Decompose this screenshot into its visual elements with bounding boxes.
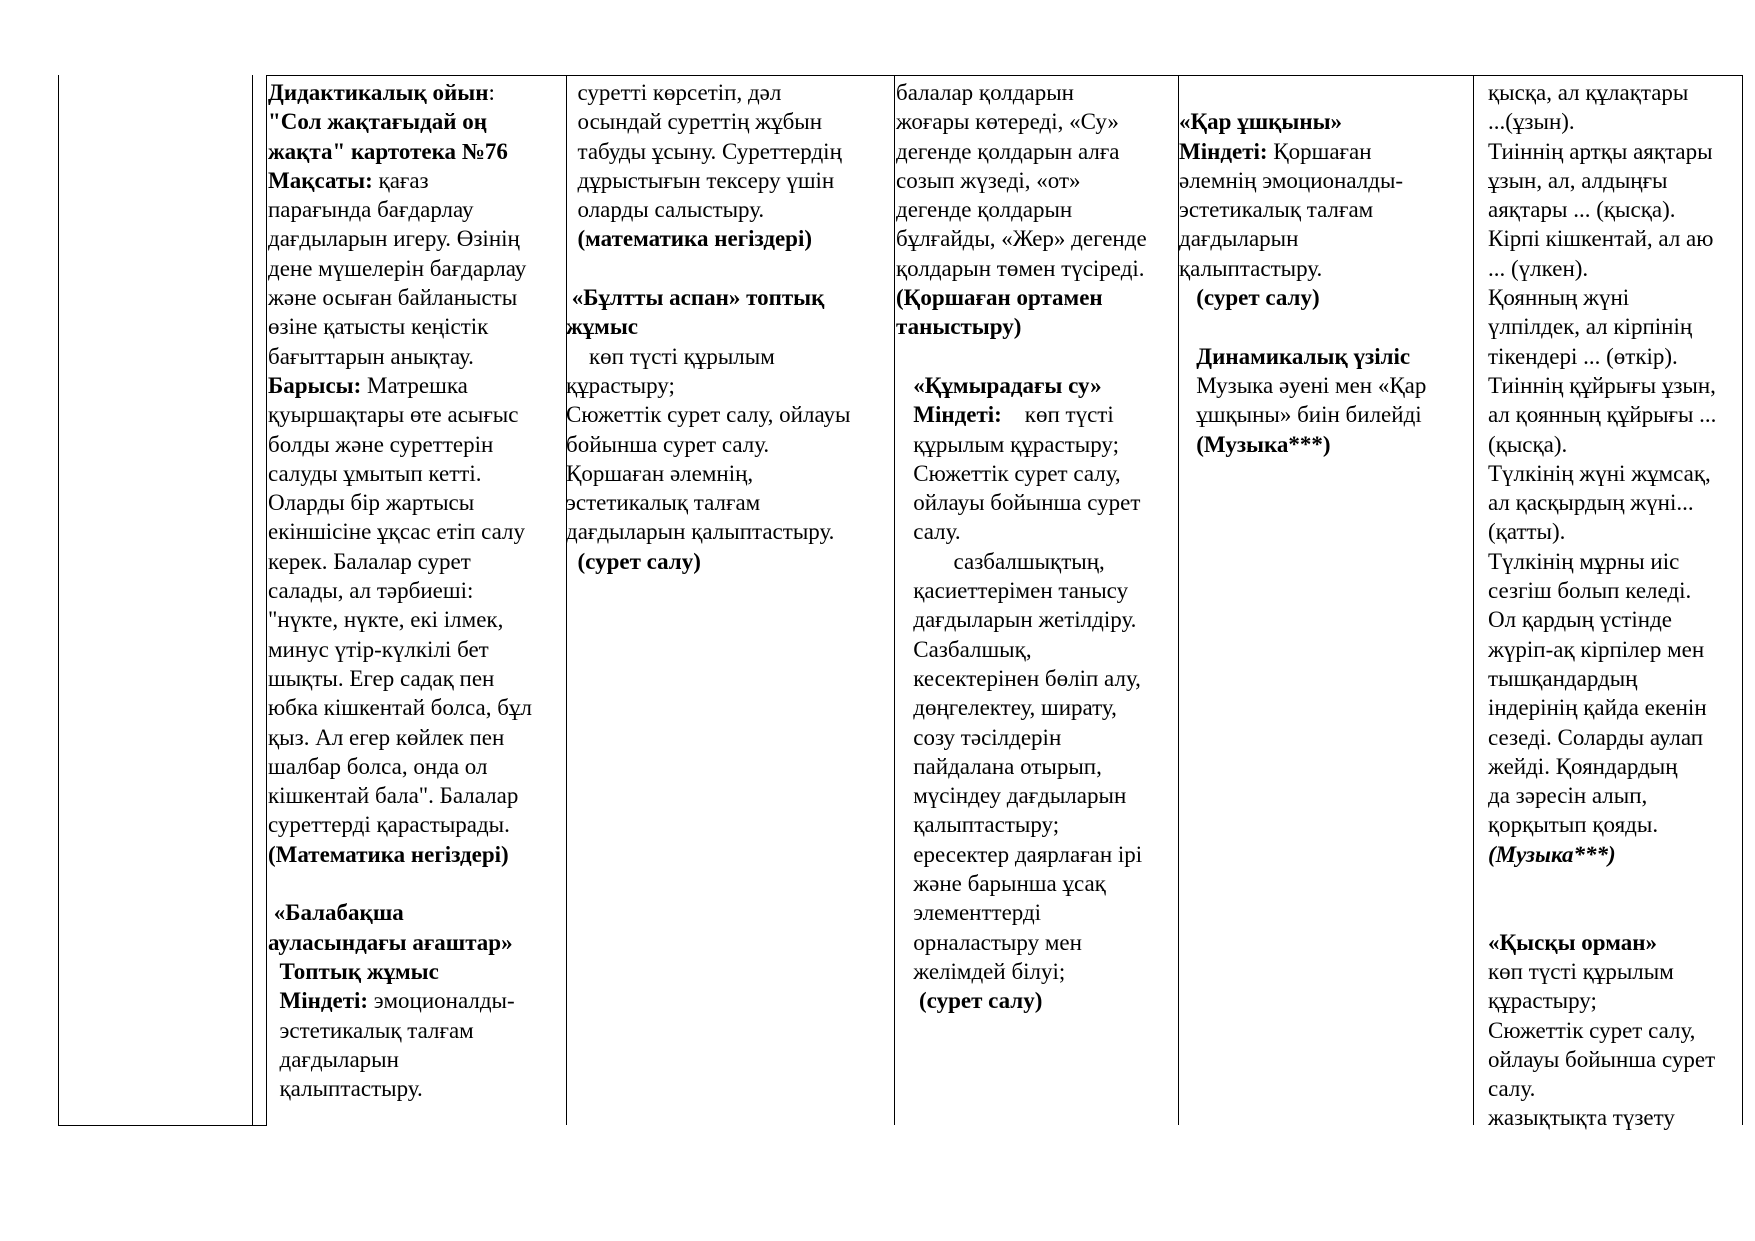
text-run: құрылым құрастыру; [896, 431, 1119, 457]
text-run: Сюжеттік сурет салу, [896, 460, 1121, 486]
text-line [896, 605, 1176, 634]
text-line [1488, 342, 1742, 371]
text-line [268, 1045, 564, 1074]
text-run: (Математика негіздері) [268, 841, 509, 867]
text-run: көп түсті құрылым [1488, 958, 1674, 984]
text-line [1488, 459, 1742, 488]
text-line [1179, 342, 1471, 371]
text-line [566, 195, 892, 224]
text-line [1488, 517, 1742, 546]
text-run: ... (үлкен). [1488, 255, 1589, 281]
text-run: «Құмырадағы су» [896, 372, 1102, 398]
text-run: «Қар ұшқыны» [1179, 109, 1343, 135]
text-run: созу тәсілдерін [896, 724, 1062, 750]
text-run: тышқандардың [1488, 665, 1638, 691]
text-run: дегенде қолдарын [896, 197, 1073, 223]
text-run: кішкентай бала". Балалар [268, 783, 519, 809]
text-line [268, 693, 564, 722]
text-run: қуыршақтары өте асығыс [268, 402, 519, 428]
text-line [1179, 166, 1471, 195]
text-line [896, 547, 1176, 576]
text-line [896, 635, 1176, 664]
text-run: эстетикалық талғам [566, 490, 761, 516]
text-line [1179, 224, 1471, 253]
text-run: ал қоянның құйрығы ... [1488, 402, 1717, 428]
text-line [1179, 283, 1471, 312]
text-run: қорқытып қояды. [1488, 812, 1659, 838]
text-run: Сюжеттік сурет салу, [1488, 1017, 1696, 1043]
text-line [566, 166, 892, 195]
text-run: эмоционалды- [368, 988, 515, 1014]
text-line [896, 869, 1176, 898]
column-group-work [566, 78, 892, 576]
text-run: Динамикалық үзіліс [1179, 343, 1411, 369]
table-border-left [58, 75, 59, 1125]
text-run: эстетикалық талғам [268, 1017, 474, 1043]
text-run: үлпілдек, ал кірпінің [1488, 314, 1693, 340]
text-line [1488, 137, 1742, 166]
text-line [268, 781, 564, 810]
text-run: ...(ұзын). [1488, 109, 1575, 135]
text-line [896, 312, 1176, 341]
text-line [1179, 400, 1471, 429]
text-run: дене мүшелерін бағдарлау [268, 255, 527, 281]
text-run: Міндеті: [1179, 138, 1268, 164]
text-line [268, 635, 564, 664]
text-run: екіншісіне ұқсас етіп салу [268, 519, 525, 545]
text-line [1488, 254, 1742, 283]
text-line [1488, 312, 1742, 341]
text-line [566, 342, 892, 371]
text-run: Қоянның жүні [1488, 285, 1630, 311]
text-line [268, 224, 564, 253]
text-run: ал қасқырдың жүні... [1488, 490, 1694, 516]
text-run: дағдыларын [268, 1046, 399, 1072]
text-line [1488, 488, 1742, 517]
text-run: қалыптастыру. [268, 1076, 423, 1102]
text-line [896, 898, 1176, 927]
text-run: "нүкте, нүкте, екі ілмек, [268, 607, 504, 633]
text-run: Тиіннің құйрығы ұзын, [1488, 372, 1716, 398]
text-run: Түлкінің жүні жұмсақ, [1488, 460, 1711, 486]
text-run: салады, ал тәрбиеші: [268, 578, 474, 604]
text-run: Ол қардың үстінде [1488, 607, 1672, 633]
text-run: қалыптастыру; [896, 812, 1060, 838]
text-line [1488, 635, 1742, 664]
text-line [1179, 78, 1471, 107]
text-run: сазбалшықтың, [896, 548, 1105, 574]
text-line [1488, 869, 1742, 898]
text-line [268, 957, 564, 986]
text-line [896, 840, 1176, 869]
text-run: Қоршаған әлемнің, [566, 460, 754, 486]
text-run: және барынша ұсақ [896, 871, 1106, 897]
text-line [566, 488, 892, 517]
text-run: керек. Балалар сурет [268, 548, 471, 574]
text-line [896, 371, 1176, 400]
text-run: Дидактикалық ойын [268, 80, 489, 105]
text-line [268, 898, 564, 927]
text-line [268, 547, 564, 576]
text-line [268, 752, 564, 781]
text-run: қолдарын төмен түсіреді. [896, 255, 1145, 281]
text-line [896, 928, 1176, 957]
text-run: Сюжеттік сурет салу, ойлауы [566, 402, 851, 428]
text-line [896, 986, 1176, 1015]
text-line [1179, 371, 1471, 400]
text-run: парағында бағдарлау [268, 197, 474, 223]
text-run: табуды ұсыну. Суреттердің [566, 138, 842, 164]
table-border-right [1742, 75, 1743, 1125]
text-line [896, 693, 1176, 722]
table-border-col2 [266, 75, 267, 1125]
text-line [566, 547, 892, 576]
text-run: Қоршаған [1267, 138, 1372, 164]
text-run: Түлкінің мұрны иіс [1488, 548, 1680, 574]
text-run: (қатты). [1488, 519, 1566, 545]
text-run: "Сол жақтағыдай оң [268, 109, 488, 135]
text-line [896, 517, 1176, 546]
text-line [1488, 1045, 1742, 1074]
text-run: бойынша сурет салу. [566, 431, 770, 457]
text-line [896, 430, 1176, 459]
text-line [1488, 283, 1742, 312]
text-line [896, 400, 1176, 429]
text-line [268, 400, 564, 429]
text-line [268, 576, 564, 605]
text-line [1488, 1103, 1742, 1132]
text-run: «Балабақша [268, 900, 404, 926]
text-run: жоғары көтереді, «Су» [896, 109, 1119, 135]
text-run: бағыттарын анықтау. [268, 343, 474, 369]
text-line [896, 723, 1176, 752]
text-run: салу. [896, 519, 961, 545]
text-line [1488, 664, 1742, 693]
text-run: бұлғайды, «Жер» дегенде [896, 226, 1147, 252]
text-run: (сурет салу) [896, 988, 1043, 1014]
text-line [1488, 547, 1742, 576]
text-line [896, 576, 1176, 605]
text-run: дағдыларын жетілдіру. [896, 607, 1137, 633]
table-border-col1 [252, 75, 253, 1125]
text-line [896, 224, 1176, 253]
text-line [268, 312, 564, 341]
text-run: қыз. Ал егер көйлек пен [268, 724, 505, 750]
text-line [268, 342, 564, 371]
text-line [268, 1074, 564, 1103]
text-line [1488, 781, 1742, 810]
text-run: ойлауы бойынша сурет [896, 490, 1141, 516]
column-animals-winter-forest [1488, 78, 1742, 1133]
text-run: (сурет салу) [1179, 285, 1320, 311]
text-run: суреттерді қарастырады. [268, 812, 510, 838]
text-run: індерінің қайда екенін [1488, 695, 1707, 721]
text-line [896, 459, 1176, 488]
text-run: болды және суреттерін [268, 431, 494, 457]
text-line [1488, 898, 1742, 927]
text-run: мүсіндеу дағдыларын [896, 783, 1127, 809]
text-run: салуды ұмытып кетті. [268, 460, 482, 486]
text-line [1488, 1074, 1742, 1103]
text-line [268, 986, 564, 1015]
text-line [268, 78, 564, 107]
table-top-rule [266, 75, 1743, 76]
text-line [896, 78, 1176, 107]
text-line [566, 137, 892, 166]
text-run: Міндеті: [268, 988, 369, 1014]
text-run: (Қоршаған ортамен [896, 285, 1103, 311]
text-run: (математика негіздері) [566, 226, 813, 252]
text-run: суретті көрсетіп, дәл [566, 80, 782, 105]
text-line [566, 459, 892, 488]
text-line [268, 840, 564, 869]
text-run: созып жүзеді, «от» [896, 167, 1081, 193]
text-line [268, 1016, 564, 1045]
table-border-col4 [894, 75, 895, 1125]
text-run: «Қысқы орман» [1488, 929, 1658, 955]
text-line [1488, 224, 1742, 253]
text-run: Матрешка [361, 372, 468, 398]
text-run: жүріп-ақ кірпілер мен [1488, 636, 1705, 662]
text-run: өзіне қатысты кеңістік [268, 314, 489, 340]
text-run: дағдыларын [1179, 226, 1299, 252]
text-run: Кірпі кішкентай, ал аю [1488, 226, 1714, 252]
text-line [1179, 430, 1471, 459]
text-run: кесектерінен бөліп алу, [896, 665, 1141, 691]
text-line [896, 957, 1176, 986]
text-line [268, 137, 564, 166]
text-run: : [488, 80, 495, 105]
text-run: дағдыларын игеру. Өзінің [268, 226, 520, 252]
text-run: эстетикалық талғам [1179, 197, 1374, 223]
text-run: дұрыстығын тексеру үшін [566, 167, 835, 193]
text-run: ұзын, ал, алдыңғы [1488, 167, 1668, 193]
text-run: «Бұлтты аспан» топтық [566, 285, 825, 311]
text-run: шықты. Егер садақ пен [268, 665, 495, 691]
text-line [268, 517, 564, 546]
text-line [896, 488, 1176, 517]
text-line [1488, 840, 1742, 869]
text-run: салу. [1488, 1076, 1536, 1102]
text-line [896, 166, 1176, 195]
text-line [1488, 166, 1742, 195]
text-run: (Музыка***) [1488, 841, 1616, 867]
text-line [1488, 371, 1742, 400]
text-line [896, 137, 1176, 166]
text-line [268, 459, 564, 488]
text-run: жұмыс [566, 314, 639, 340]
text-line [1179, 254, 1471, 283]
text-run: (қысқа). [1488, 431, 1568, 457]
text-line [1179, 107, 1471, 136]
text-line [1488, 400, 1742, 429]
column-environment-water [896, 78, 1176, 1016]
column-didactic-game [268, 78, 564, 1103]
text-line [268, 810, 564, 839]
text-line [268, 928, 564, 957]
text-line [1488, 605, 1742, 634]
text-run: қалыптастыру. [1179, 255, 1323, 281]
text-run: (сурет салу) [566, 548, 701, 574]
text-run: жейді. Қояндардың [1488, 753, 1678, 779]
text-line [1488, 195, 1742, 224]
text-line [896, 283, 1176, 312]
text-line [268, 254, 564, 283]
text-line [1488, 752, 1742, 781]
text-run: да зәресін алып, [1488, 783, 1648, 809]
text-line [1488, 78, 1742, 107]
text-line [1488, 693, 1742, 722]
text-line [1488, 1016, 1742, 1045]
text-line [896, 664, 1176, 693]
text-run: және осыған байланысты [268, 285, 518, 311]
table-bottom-rule [58, 1125, 267, 1126]
text-run: ересектер даярлаған ірі [896, 841, 1143, 867]
text-run: көп түсті [1001, 402, 1114, 428]
text-run: Оларды бір жартысы [268, 490, 475, 516]
text-run: пайдалана отырып, [896, 753, 1102, 779]
text-line [896, 752, 1176, 781]
text-line [896, 342, 1176, 371]
text-line [268, 430, 564, 459]
text-line [268, 371, 564, 400]
text-run: орналастыру мен [896, 929, 1082, 955]
text-line [566, 312, 892, 341]
text-line [896, 781, 1176, 810]
text-run: элементтерді [896, 900, 1042, 926]
text-run: дегенде қолдарын алға [896, 138, 1120, 164]
text-run: дағдыларын қалыптастыру. [566, 519, 835, 545]
text-run: Барысы: [268, 372, 362, 398]
text-line [268, 605, 564, 634]
text-line [566, 78, 892, 107]
text-run: Міндеті: [896, 402, 1002, 428]
text-run: құрастыру; [566, 372, 675, 398]
text-line [566, 371, 892, 400]
text-run: қағаз [372, 167, 429, 193]
text-line [566, 400, 892, 429]
text-line [1179, 137, 1471, 166]
text-run: Сазбалшық, [896, 636, 1032, 662]
text-line [1488, 723, 1742, 752]
text-run: ұшқыны» биін билейді [1179, 402, 1422, 428]
table-border-col6 [1473, 75, 1474, 1125]
text-line [1488, 928, 1742, 957]
text-line [566, 254, 892, 283]
text-line [268, 166, 564, 195]
text-run: сезеді. Соларды аулап [1488, 724, 1704, 750]
text-run: таныстыру) [896, 314, 1022, 340]
text-run: ауласындағы ағаштар» [268, 929, 513, 955]
text-run: аяқтары ... (қысқа). [1488, 197, 1676, 223]
text-run: сезгіш болып келеді. [1488, 578, 1692, 604]
text-run: дөңгелектеу, ширату, [896, 695, 1117, 721]
text-line [566, 283, 892, 312]
text-line [268, 664, 564, 693]
text-run: әлемнің эмоционалды- [1179, 167, 1404, 193]
text-run: шалбар болса, онда ол [268, 753, 488, 779]
text-line [566, 224, 892, 253]
text-run: қасиеттерімен танысу [896, 578, 1129, 604]
text-line [1488, 957, 1742, 986]
text-line [268, 195, 564, 224]
text-run: ойлауы бойынша сурет [1488, 1046, 1716, 1072]
text-run: тікендері ... (өткір). [1488, 343, 1678, 369]
text-line [896, 107, 1176, 136]
text-run: юбка кішкентай болса, бұл [268, 695, 532, 721]
text-line [896, 195, 1176, 224]
text-line [566, 107, 892, 136]
text-run: құрастыру; [1488, 988, 1597, 1014]
text-run: жазықтықта түзету [1488, 1105, 1675, 1131]
text-run: Топтық жұмыс [268, 958, 439, 984]
text-run: оларды салыстыру. [566, 197, 765, 223]
text-line [1488, 810, 1742, 839]
text-run: Тиіннің артқы аяқтары [1488, 138, 1713, 164]
text-line [566, 517, 892, 546]
text-run: желімдей білуі; [896, 958, 1066, 984]
text-run: минус үтір-күлкілі бет [268, 636, 489, 662]
text-run: көп түсті құрылым [566, 343, 775, 369]
text-line [566, 430, 892, 459]
text-line [268, 107, 564, 136]
text-run: Мақсаты: [268, 167, 373, 193]
text-line [1488, 107, 1742, 136]
column-snowflake [1179, 78, 1471, 459]
text-line [896, 254, 1176, 283]
text-run: балалар қолдарын [896, 80, 1074, 105]
text-run: Музыка әуені мен «Қар [1179, 372, 1427, 398]
text-line [268, 723, 564, 752]
text-run: қысқа, ал құлақтары [1488, 80, 1689, 105]
text-line [268, 869, 564, 898]
text-line [268, 283, 564, 312]
text-line [896, 810, 1176, 839]
text-line [1179, 195, 1471, 224]
text-line [268, 488, 564, 517]
text-run: осындай суреттің жұбын [566, 109, 823, 135]
text-line [1488, 430, 1742, 459]
text-line [1488, 576, 1742, 605]
text-line [1179, 312, 1471, 341]
text-line [1488, 986, 1742, 1015]
text-run: (Музыка***) [1179, 431, 1331, 457]
text-run: жақта" картотека №76 [268, 138, 508, 164]
